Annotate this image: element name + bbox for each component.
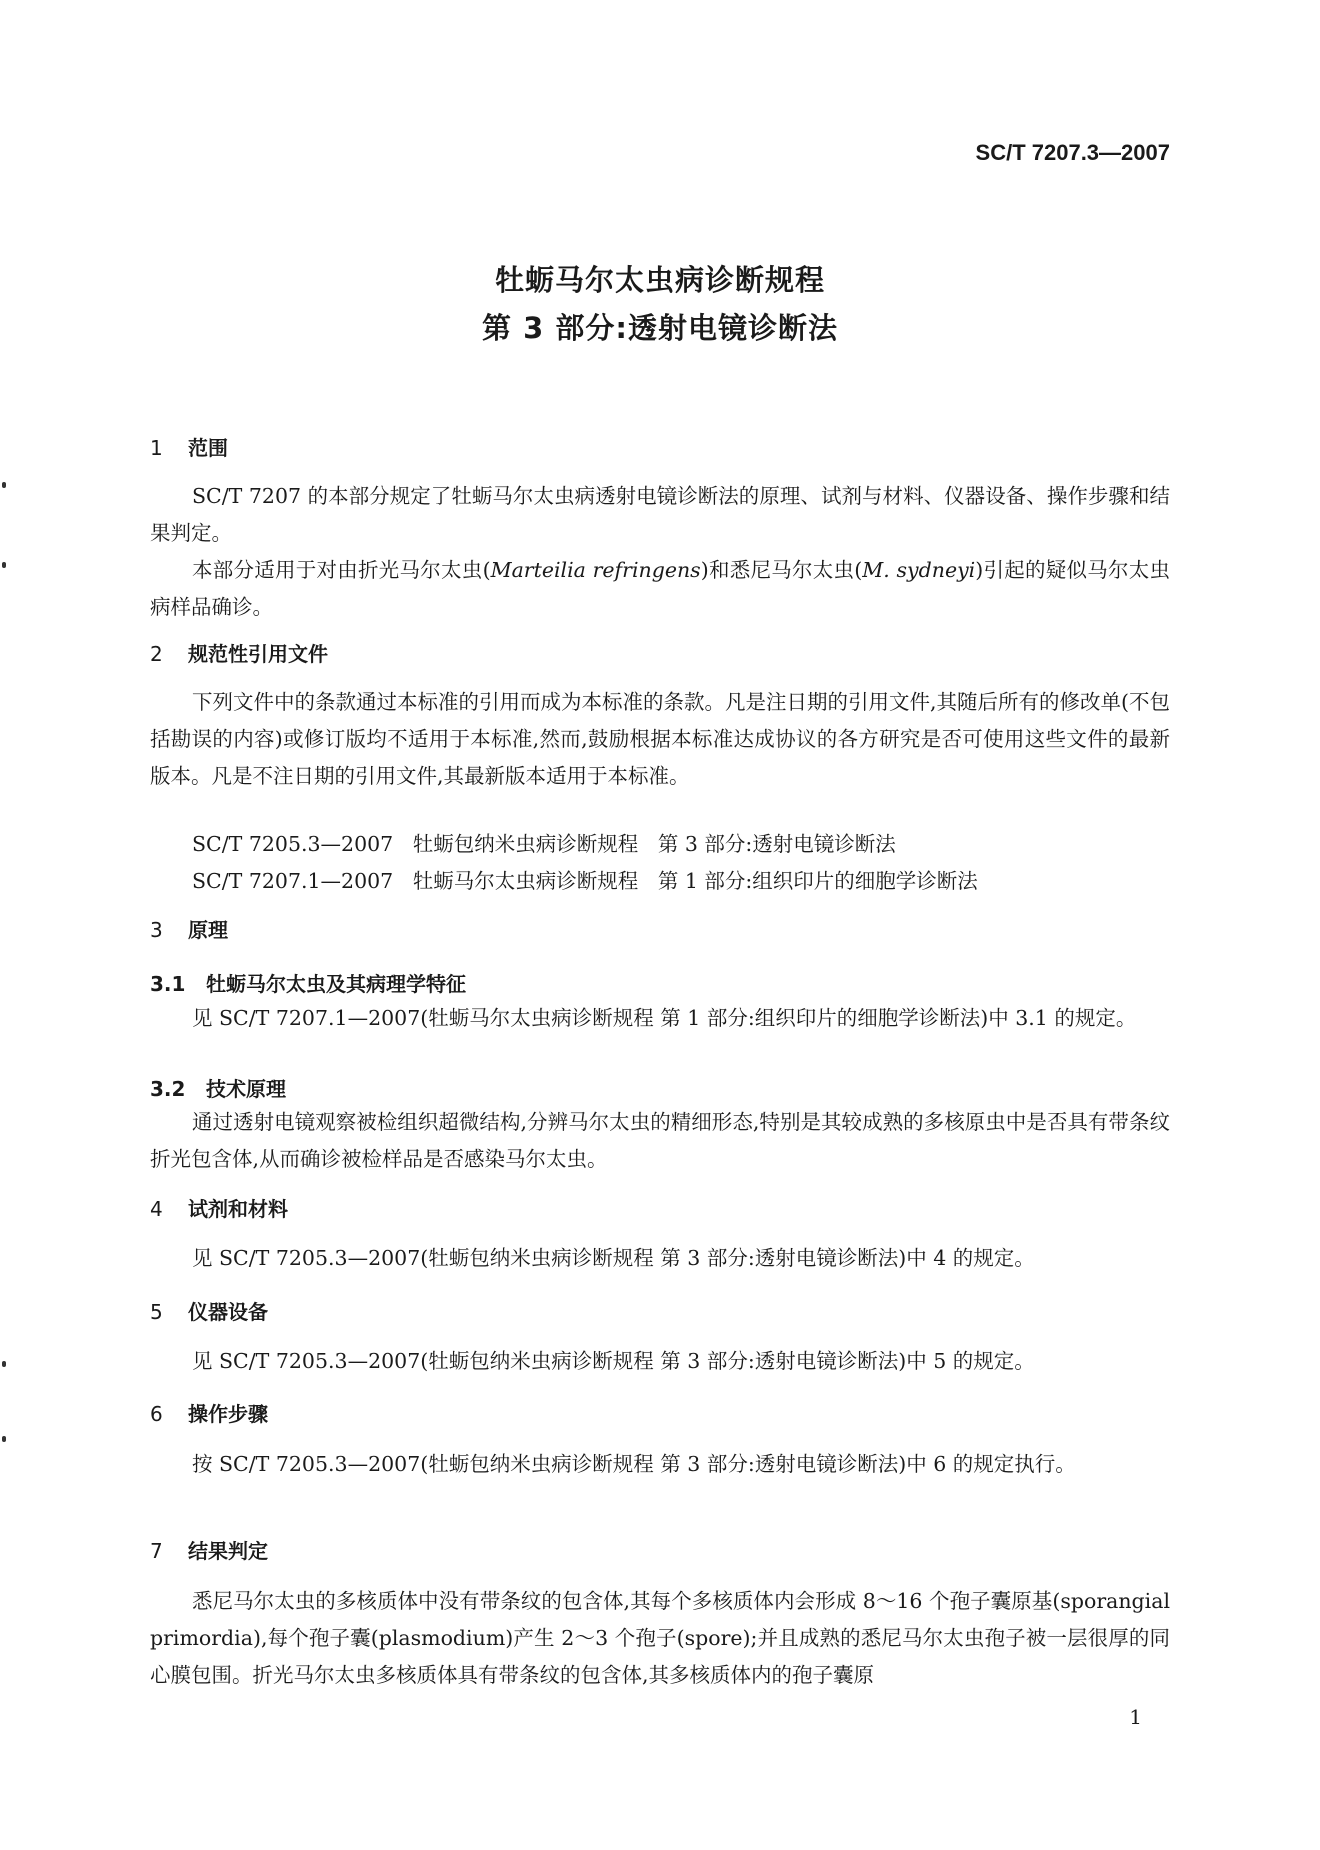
section-title: 操作步骤 [188, 1402, 268, 1426]
section-number: 3.2 [150, 1077, 186, 1101]
section-title: 原理 [188, 918, 228, 942]
section-6-paragraph: 按 SC/T 7205.3—2007(牡蛎包纳米虫病诊断规程 第 3 部分:透射电镜诊断法)中 6 的规定执行。 [192, 1452, 1076, 1476]
scan-artifact [2, 562, 6, 568]
section-4-heading [150, 1193, 288, 1222]
section-number: 3.1 [150, 972, 186, 996]
section-2-heading [150, 638, 328, 667]
section-title: 规范性引用文件 [188, 642, 328, 666]
standard-code: SC/T 7207.3—2007 [975, 140, 1170, 165]
section-number: 5 [150, 1300, 163, 1324]
normative-reference: SC/T 7207.1—2007 牡蛎马尔太虫病诊断规程 第 1 部分:组织印片的细胞学诊断法 [192, 869, 978, 893]
section-title: 试剂和材料 [188, 1197, 288, 1221]
section-1-paragraph-2: 本部分适用于对由折光马尔太虫(Marteilia refringens)和悉尼马尔太虫(M. sydneyi)引起的疑似马尔太虫病样品确诊。 [150, 558, 1171, 619]
normative-reference: SC/T 7205.3—2007 牡蛎包纳米虫病诊断规程 第 3 部分:透射电镜诊断法 [192, 832, 896, 856]
section-3-1-paragraph: 见 SC/T 7207.1—2007(牡蛎马尔太虫病诊断规程 第 1 部分:组织印片的细胞学诊断法)中 3.1 的规定。 [192, 1006, 1137, 1030]
section-3-1-heading [150, 968, 466, 997]
section-title: 结果判定 [188, 1539, 268, 1563]
section-3-heading [150, 914, 228, 943]
section-title: 技术原理 [206, 1077, 286, 1101]
section-number: 2 [150, 642, 163, 666]
section-title: 范围 [188, 436, 228, 460]
section-4-paragraph: 见 SC/T 7205.3—2007(牡蛎包纳米虫病诊断规程 第 3 部分:透射电镜诊断法)中 4 的规定。 [192, 1246, 1035, 1270]
section-2-paragraph: 下列文件中的条款通过本标准的引用而成为本标准的条款。凡是注日期的引用文件,其随后所有的修改单(不包括勘误的内容)或修订版均不适用于本标准,然而,鼓励根据本标准达成协议的各方研究是否可使用这些文件的最新版本。凡是不注日期的引用文件,其最新版本适用于本标准。 [150, 690, 1171, 788]
section-number: 7 [150, 1539, 163, 1563]
section-number: 6 [150, 1402, 163, 1426]
scientific-name: Marteilia refringens [490, 558, 701, 582]
section-1-heading [150, 432, 228, 461]
section-6-heading [150, 1398, 268, 1427]
scan-artifact [2, 1436, 6, 1442]
section-7-heading [150, 1535, 268, 1564]
section-title: 仪器设备 [188, 1300, 268, 1324]
section-3-2-heading [150, 1073, 286, 1102]
section-number: 3 [150, 918, 163, 942]
section-1-paragraph-1: SC/T 7207 的本部分规定了牡蛎马尔太虫病透射电镜诊断法的原理、试剂与材料、仪器设备、操作步骤和结果判定。 [150, 484, 1170, 545]
section-7-paragraph: 悉尼马尔太虫的多核质体中没有带条纹的包含体,其每个多核质体内会形成 8～16 个孢子囊原基(sporangial primordia),每个孢子囊(plasmodium)产生 2～3 个孢子(spore);并且成熟的悉尼马尔太虫孢子被一层很厚的同心膜包围。折光马尔太虫多核质体具有带条纹的包含体,其多核质体内的孢子囊原 [150, 1589, 1170, 1687]
scan-artifact [2, 482, 6, 488]
section-title: 牡蛎马尔太虫及其病理学特征 [206, 972, 466, 996]
section-number: 4 [150, 1197, 163, 1221]
section-5-paragraph: 见 SC/T 7205.3—2007(牡蛎包纳米虫病诊断规程 第 3 部分:透射电镜诊断法)中 5 的规定。 [192, 1349, 1035, 1373]
document-subtitle: 第 3 部分:透射电镜诊断法 [482, 311, 838, 345]
document-title: 牡蛎马尔太虫病诊断规程 [494, 263, 825, 297]
page-number: 1 [1129, 1705, 1142, 1729]
section-5-heading [150, 1296, 268, 1325]
section-number: 1 [150, 436, 163, 460]
scientific-name: M. sydneyi [862, 558, 976, 582]
scan-artifact [2, 1361, 6, 1367]
section-3-2-paragraph: 通过透射电镜观察被检组织超微结构,分辨马尔太虫的精细形态,特别是其较成熟的多核原虫中是否具有带条纹折光包含体,从而确诊被检样品是否感染马尔太虫。 [150, 1110, 1170, 1171]
